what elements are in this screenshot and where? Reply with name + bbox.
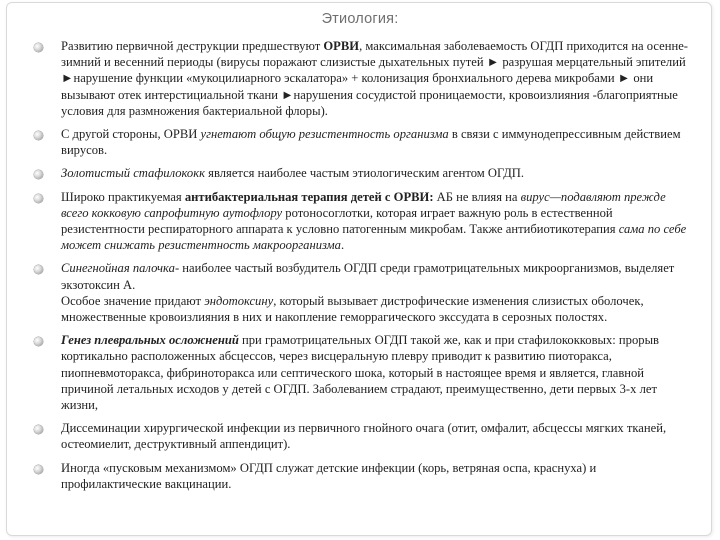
bullet-text-run: в связи с иммунодепрессивным действием вирусов. [61,127,681,158]
bullet-text-run: ротоносоглотки, которая играет важную роль в естественной резистентности респираторного аппарата к условно патогенным микробам. Также антибиотикотерапия [61,205,619,237]
bullet-text-run: Золотистый стафилококк [61,166,206,181]
bullet-dot-icon [34,465,43,474]
bullet-text-run: Развитию первичной деструкции предшествуют [61,39,324,53]
bullet-text-run: при грамотрицательных ОГДП такой же, как и при стафилококковых: прорыв кортикально расположенных абсцессов, через висцеральную плевру приводит к развитию пиоторакса, пиопневмоторакса, фибриноторакса или септического шока, который в настоящее время и является, главной причиной летальных исходов у детей с ОГДП. Заболеванием страдают, преимущественно, дети первых 3-х лет жизни, [61,333,659,413]
bullet-dot-icon [34,194,43,203]
bullet-text-run: Особое значение придают [61,293,205,308]
bullet-text-run: угнетают общую резистентность организма [200,127,449,142]
bullet-text-run: ОРВИ [323,39,360,53]
bullet-item [33,460,693,492]
bullet-text-run: , который вызывает дистрофические изменения слизистых оболочек, множественные кровоизлияния в них и накопление геморрагического экссудата в серозных полостях. [61,293,644,325]
bullet-text-run: Широко практикуемая [61,189,185,204]
bullet-text-run: С другой стороны, ОРВИ [61,127,201,142]
bullet-text-run: сама по себе может снижать резистентность макроорганизма [61,222,687,253]
bullet-dot-icon [34,170,43,179]
bullet-item [33,165,693,181]
bullet-text-run: эндотоксину [204,293,274,308]
bullet-text-run: . [340,238,345,253]
bullet-text-run: Диссеминации хирургической инфекции из первичного гнойного очага (отит, омфалит, абсцессы мягких тканей, остеомиелит, деструктивный аппендицит). [61,421,667,452]
bullet-text-run: - наиболее частый возбудитель ОГДП среди грамотрицательных микроорганизмов, выделяет экзотоксин А. [61,261,675,292]
bullet-dot-icon [34,43,43,52]
bullet-text-run: Синегнойная палочка [61,261,175,276]
bullet-list [33,38,693,499]
bullet-text-run: вирус—подавляют прежде всего кокковую сапрофитную аутофлору [61,189,666,220]
bullet-text-run: АБ не влияя на [433,189,521,204]
bullet-item [33,189,693,254]
slide-title: Этиология: [321,11,399,27]
bullet-dot-icon [34,425,43,434]
bullet-item [33,126,693,158]
bullet-text-run: антибактериальная терапия детей с ОРВИ: [184,189,434,204]
bullet-text-run: Генез плевральных осложнений [61,333,239,348]
bullet-dot-icon [34,131,43,140]
bullet-dot-icon [34,265,43,274]
bullet-text-run: Иногда «пусковым механизмом» ОГДП служат детские инфекции (корь, ветряная оспа, краснуха) и профилактические вакцинации. [61,460,597,491]
bullet-item [33,332,693,413]
bullet-item [33,420,693,452]
bullet-item [33,38,693,119]
bullet-text-run: является наиболее частым этиологическим агентом ОГДП. [205,166,525,181]
bullet-item [33,260,693,325]
bullet-text-run: , максимальная заболеваемость ОГДП приходится на осенне-зимний и весенний периоды (вирусы поражают слизистые дыхательных путей ► разрушая мерцательный эпителий ►нарушение функции «мукоцилиарного эскалатора» + колонизация бронхиального дерева микробами ► они вызывают отек интерстициальной ткани ►нарушения сосудистой проницаемости, кровоизлияния -благоприятные условия для размножения бактериальной флоры). [61,39,688,118]
bullet-dot-icon [34,337,43,346]
